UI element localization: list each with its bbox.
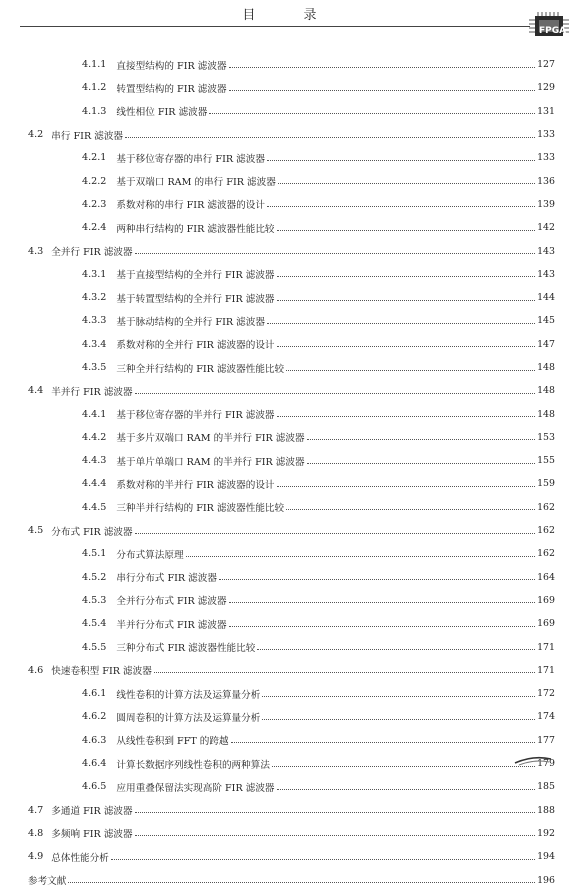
toc-entry-page: 185 <box>537 781 555 793</box>
dot-leader <box>154 671 535 673</box>
toc-entry[interactable] <box>0 472 581 495</box>
toc-entry[interactable] <box>0 333 581 356</box>
toc-entry-page: 147 <box>537 338 555 350</box>
toc-entry-page: 144 <box>537 292 555 304</box>
toc-entry-title: 三种全并行结构的 FIR 滤波器性能比较 <box>116 363 285 375</box>
toc-entry-page: 174 <box>537 711 555 723</box>
toc-entry[interactable] <box>0 449 581 472</box>
toc-entry-number: 4.5.4 <box>82 618 107 630</box>
toc-entry-page: 155 <box>537 455 555 467</box>
toc-entry-page: 133 <box>537 129 555 141</box>
toc-entry-number: 4.2.1 <box>82 152 107 164</box>
toc-entry-number: 4.9 <box>28 851 44 863</box>
page-header <box>0 0 581 36</box>
toc-entry-title: 基于移位寄存器的半并行 FIR 滤波器 <box>116 410 275 422</box>
toc-entry-title: 基于转置型结构的全并行 FIR 滤波器 <box>116 293 275 305</box>
toc-entry-number: 4.4.2 <box>82 431 107 443</box>
toc-entry[interactable] <box>0 169 581 192</box>
toc-entry-title: 基于移位寄存器的串行 FIR 滤波器 <box>116 153 265 165</box>
toc-entry-page: 172 <box>537 688 555 700</box>
toc-entry-number: 4.6.4 <box>82 758 107 770</box>
toc-entry-title: 系数对称的全并行 FIR 滤波器的设计 <box>116 340 275 352</box>
toc-entry-page: 192 <box>537 827 555 839</box>
toc-entry[interactable] <box>0 775 581 798</box>
toc-entry[interactable] <box>0 612 581 635</box>
toc-entry-page: 179 <box>537 758 555 770</box>
dot-leader <box>125 136 535 138</box>
toc-entry[interactable] <box>0 286 581 309</box>
toc-entry-page: 145 <box>537 315 555 327</box>
dot-leader <box>68 881 535 883</box>
toc-entry-title: 全并行 FIR 滤波器 <box>51 247 133 259</box>
toc-entry-page: 169 <box>537 618 555 630</box>
toc-entry[interactable] <box>0 53 581 76</box>
toc-entry-number: 4.2 <box>28 129 44 141</box>
dot-leader <box>267 322 535 324</box>
toc-entry-page: 162 <box>537 501 555 513</box>
toc-entry-title: 串行分布式 FIR 滤波器 <box>116 573 217 585</box>
toc-entry[interactable] <box>0 356 581 379</box>
toc-entry-title: 系数对称的半并行 FIR 滤波器的设计 <box>116 479 275 491</box>
toc-entry-page: 188 <box>537 804 555 816</box>
toc-entry-page: 143 <box>537 268 555 280</box>
toc-entry-number: 4.4.4 <box>82 478 107 490</box>
toc-entry-page: 133 <box>537 152 555 164</box>
toc-entry-title: 快速卷积型 FIR 滤波器 <box>51 666 152 678</box>
toc-entry[interactable] <box>0 146 581 169</box>
logo-text: FPGA <box>539 26 567 36</box>
toc-entry-page: 139 <box>537 198 555 210</box>
toc-entry-page: 153 <box>537 431 555 443</box>
toc-entry[interactable] <box>0 379 581 402</box>
toc-entry-number: 4.3.1 <box>82 268 107 280</box>
toc-entry-title: 直接型结构的 FIR 滤波器 <box>116 60 227 72</box>
toc-entry[interactable] <box>0 193 581 216</box>
toc-entry[interactable] <box>0 542 581 565</box>
toc-entry-number: 4.6.2 <box>82 711 107 723</box>
fpga-logo <box>527 12 573 40</box>
toc-entry-number: 4.3 <box>28 245 44 257</box>
dot-leader <box>277 229 536 231</box>
toc-entry-page: 169 <box>537 594 555 606</box>
toc-entry[interactable] <box>0 659 581 682</box>
dot-leader <box>272 765 535 767</box>
toc-entry-title: 系数对称的串行 FIR 滤波器的设计 <box>116 200 265 212</box>
dot-leader <box>307 462 536 464</box>
toc-entry-title: 圆周卷积的计算方法及运算量分析 <box>116 712 261 724</box>
dot-leader <box>229 601 536 603</box>
toc-entry-title: 基于双端口 RAM 的串行 FIR 滤波器 <box>116 177 276 189</box>
toc-entry[interactable] <box>0 100 581 123</box>
toc-entry-number: 4.6.3 <box>82 734 107 746</box>
dot-leader <box>135 532 535 534</box>
toc-entry[interactable] <box>0 682 581 705</box>
toc-entry-number: 4.3.4 <box>82 338 107 350</box>
dot-leader <box>267 159 535 161</box>
table-of-contents <box>0 53 581 892</box>
toc-entry-title: 串行 FIR 滤波器 <box>51 130 124 142</box>
toc-entry-title: 基于多片双端口 RAM 的半并行 FIR 滤波器 <box>116 433 305 445</box>
dot-leader <box>135 811 535 813</box>
toc-entry-title: 基于直接型结构的全并行 FIR 滤波器 <box>116 270 275 282</box>
dot-leader <box>277 788 536 790</box>
toc-entry-title: 基于脉动结构的全并行 FIR 滤波器 <box>116 316 265 328</box>
toc-entry-title: 总体性能分析 <box>51 852 109 864</box>
toc-entry-page: 177 <box>537 734 555 746</box>
toc-entry-number: 4.5.2 <box>82 571 107 583</box>
dot-leader <box>257 648 535 650</box>
toc-entry-page: 142 <box>537 222 555 234</box>
toc-entry[interactable] <box>0 123 581 146</box>
page-corner-mark <box>513 752 553 766</box>
toc-entry-title: 两种串行结构的 FIR 滤波器性能比较 <box>116 223 275 235</box>
toc-entry-title: 三种半并行结构的 FIR 滤波器性能比较 <box>116 503 285 515</box>
toc-entry-number: 4.4.5 <box>82 501 107 513</box>
toc-entry[interactable] <box>0 705 581 728</box>
toc-entry[interactable] <box>0 216 581 239</box>
toc-entry-page: 162 <box>537 548 555 560</box>
toc-entry[interactable] <box>0 799 581 822</box>
dot-leader <box>286 508 535 510</box>
toc-entry[interactable] <box>0 752 581 775</box>
toc-entry-title: 全并行分布式 FIR 滤波器 <box>116 596 227 608</box>
dot-leader <box>262 695 535 697</box>
toc-entry-title: 分布式算法原理 <box>116 549 184 561</box>
toc-entry-page: 148 <box>537 362 555 373</box>
toc-entry-number: 4.4.3 <box>82 455 107 467</box>
page-title: 目 录 <box>242 8 339 23</box>
toc-entry[interactable] <box>0 496 581 519</box>
toc-entry-title: 计算长数据序列线性卷积的两种算法 <box>116 759 270 771</box>
toc-entry[interactable] <box>0 868 581 891</box>
toc-entry-number: 4.2.3 <box>82 198 107 210</box>
toc-entry-page: 136 <box>537 175 555 187</box>
toc-entry[interactable] <box>0 239 581 262</box>
toc-entry-page: 143 <box>537 245 555 257</box>
dot-leader <box>135 392 535 394</box>
dot-leader <box>135 252 535 254</box>
dot-leader <box>267 205 535 207</box>
toc-entry-title: 多频响 FIR 滤波器 <box>51 829 133 841</box>
toc-entry-title: 转置型结构的 FIR 滤波器 <box>116 83 227 95</box>
toc-entry-number: 4.1.2 <box>82 82 107 94</box>
dot-leader <box>231 741 536 743</box>
toc-entry-number: 4.8 <box>28 827 44 839</box>
dot-leader <box>229 89 536 91</box>
toc-entry-page: 159 <box>537 478 555 490</box>
toc-entry-number: 4.4 <box>28 385 44 397</box>
toc-entry-number: 4.7 <box>28 804 44 816</box>
toc-entry-title: 线性相位 FIR 滤波器 <box>116 107 208 119</box>
toc-entry-number: 4.5.1 <box>82 548 107 560</box>
dot-leader <box>186 555 536 557</box>
toc-entry-title: 参考文献 <box>28 876 67 888</box>
toc-entry-title: 三种分布式 FIR 滤波器性能比较 <box>116 643 256 655</box>
toc-entry-number: 4.3.2 <box>82 292 107 304</box>
toc-entry-page: 171 <box>537 664 555 676</box>
toc-entry[interactable] <box>0 845 581 868</box>
toc-entry-number: 4.2.4 <box>82 222 107 234</box>
toc-entry-page: 127 <box>537 59 555 71</box>
toc-entry-number: 4.6 <box>28 664 44 676</box>
dot-leader <box>277 345 536 347</box>
toc-entry-title: 基于单片单端口 RAM 的半并行 FIR 滤波器 <box>116 456 305 468</box>
toc-entry-number: 4.6.1 <box>82 688 107 700</box>
dot-leader <box>135 834 535 836</box>
toc-entry-number: 4.3.5 <box>82 362 107 373</box>
toc-entry-number: 4.1.1 <box>82 59 107 71</box>
toc-entry-number: 4.3.3 <box>82 315 107 327</box>
header-rule <box>20 26 530 27</box>
toc-entry[interactable] <box>0 566 581 589</box>
toc-entry-title: 多通道 FIR 滤波器 <box>51 806 133 818</box>
dot-leader <box>278 182 535 184</box>
toc-entry-page: 148 <box>537 408 555 420</box>
toc-entry[interactable] <box>0 519 581 542</box>
toc-entry-title: 应用重叠保留法实现高阶 FIR 滤波器 <box>116 782 275 794</box>
toc-entry[interactable] <box>0 402 581 425</box>
dot-leader <box>277 275 536 277</box>
toc-entry-number: 4.5.3 <box>82 594 107 606</box>
toc-entry-number: 4.4.1 <box>82 408 107 420</box>
dot-leader <box>277 299 536 301</box>
dot-leader <box>219 578 535 580</box>
toc-entry-title: 线性卷积的计算方法及运算量分析 <box>116 689 261 701</box>
dot-leader <box>286 369 535 371</box>
toc-entry-title: 半并行分布式 FIR 滤波器 <box>116 619 227 631</box>
dot-leader <box>229 625 536 627</box>
toc-entry-page: 129 <box>537 82 555 94</box>
toc-entry-title: 分布式 FIR 滤波器 <box>51 526 133 538</box>
toc-entry-title: 从线性卷积到 FFT 的跨越 <box>116 736 229 748</box>
toc-entry-page: 196 <box>537 874 555 886</box>
toc-entry[interactable] <box>0 309 581 332</box>
toc-entry-page: 148 <box>537 385 555 397</box>
toc-entry[interactable] <box>0 822 581 845</box>
toc-entry-number: 4.6.5 <box>82 781 107 793</box>
dot-leader <box>229 66 536 68</box>
toc-entry-number: 4.1.3 <box>82 105 107 117</box>
dot-leader <box>277 415 536 417</box>
toc-entry-number: 4.5 <box>28 525 44 537</box>
toc-entry[interactable] <box>0 426 581 449</box>
toc-entry-page: 162 <box>537 525 555 537</box>
toc-entry[interactable] <box>0 76 581 99</box>
toc-entry-page: 131 <box>537 105 555 117</box>
dot-leader <box>262 718 535 720</box>
dot-leader <box>111 858 535 860</box>
toc-entry-number: 4.2.2 <box>82 175 107 187</box>
toc-entry[interactable] <box>0 263 581 286</box>
toc-entry-page: 164 <box>537 571 555 583</box>
toc-entry[interactable] <box>0 635 581 658</box>
toc-entry[interactable] <box>0 589 581 612</box>
dot-leader <box>307 438 536 440</box>
toc-entry-number: 4.5.5 <box>82 641 107 653</box>
toc-entry-page: 171 <box>537 641 555 653</box>
dot-leader <box>277 485 536 487</box>
dot-leader <box>209 112 535 114</box>
toc-entry[interactable] <box>0 729 581 752</box>
toc-entry-title: 半并行 FIR 滤波器 <box>51 386 133 398</box>
toc-entry-page: 194 <box>537 851 555 863</box>
